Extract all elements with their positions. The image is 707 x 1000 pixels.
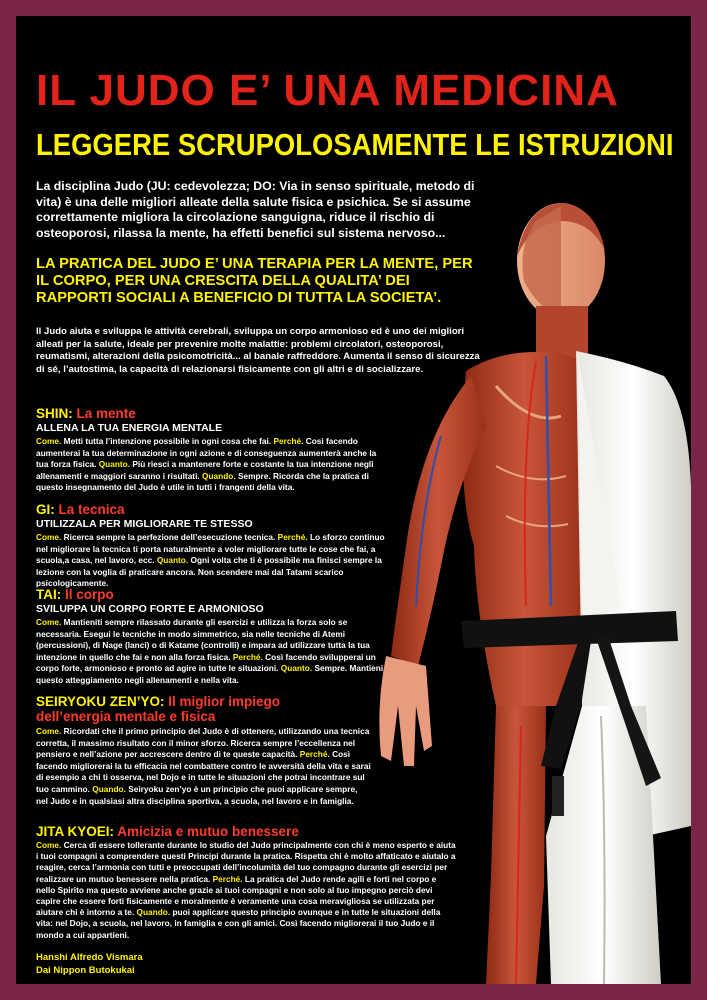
section-name: Il miglior impiego dell’energia mentale e fisica xyxy=(36,694,281,724)
section-subtitle-tai: SVILUPPA UN CORPO FORTE E ARMONIOSO xyxy=(36,603,264,615)
text-perche: Così facendo migliorerai la tu efficacia nel combattere contro le avversità della vita e sarai di esempio a chi ti osserva, nel Dojo e in tutte le situazioni che potrai incontrare sul tuo cammino. xyxy=(36,749,371,794)
section-key: JITA KYOEI: xyxy=(36,824,115,839)
text-quando: puoi applicare questo principio ovunque e in tutte le situazioni della vita: nel Dojo, a scuola, nel lavoro, in famiglia e con gli amici. Così facendo migliorerai il tuo Judo e il mondo a cui appartieni. xyxy=(36,907,441,940)
label-quando: Quando. xyxy=(136,907,171,918)
label-quando: Quando. xyxy=(202,470,236,481)
label-perche: Perché. xyxy=(273,436,304,446)
section-key: TAI: xyxy=(36,587,62,602)
section-name: Il corpo xyxy=(65,587,114,602)
benefits-paragraph: Il Judo aiuta e sviluppa le attività cerebrali, sviluppa un corpo armonioso ed è uno dei migliori alleati per la salute, ideale per prevenire molte malattie: problemi circolatori, osteoporosi, reumatismi, alterazioni della psicomotricità... al banale raffreddore. Aumenta il senso di sicurezza di sé, l’autostima, la capacità di relazionarsi fisicamente con gli altri e di socializzare. xyxy=(36,326,480,375)
text-quanto: Ogni volta che ti è possibile ma finisci sempre la lezione con la voglia di praticare ancora. Non scendere mai dal Tatami scarico psicologicamente. xyxy=(36,555,382,589)
section-body-shin xyxy=(36,436,386,494)
text-perche: Lo sforzo continuo nel migliorare la tecnica ti porta naturalmente a voler migliorare tutte le cose che fai, a scuola,a casa, nel lavoro, ecc. xyxy=(36,532,385,566)
label-come: Come. xyxy=(36,532,62,542)
section-title-jita xyxy=(36,824,299,839)
label-quando: Quando. xyxy=(92,783,126,794)
text-come: Ricordati che il primo principio del Judo è di ottenere, utilizzando una tecnica corretta, il massimo risultato con il minor sforzo. Ricerca sempre l’eccellenza nel pensiero e nell’azione per accrescere dentro di te queste capacità. xyxy=(36,726,370,760)
section-name: La tecnica xyxy=(58,502,125,517)
signature-name: Hanshi Alfredo Vismara xyxy=(36,952,143,963)
label-perche: Perché. xyxy=(232,651,263,662)
section-title-seiryoku xyxy=(36,694,296,724)
text-perche: Così facendo svilupperai un corpo forte, armonioso e pronto ad agire in tutte le situazioni. xyxy=(36,651,376,674)
label-quanto: Quanto. xyxy=(98,459,131,470)
section-body-jita xyxy=(36,840,456,941)
page-subtitle: LEGGERE SCRUPOLOSAMENTE LE ISTRUZIONI xyxy=(36,128,674,162)
text-perche: Così facendo aumenterai la tua determinazione in ogni azione e di conseguenza aumenterà anche la tua forza fisica. xyxy=(36,436,377,470)
text-come: Cerca di essere tollerante durante lo studio del Judo principalmente con chi è meno esperto e aiuta i tuoi compagni a comprendere questi Principi durante la pratica. Rispetta chi è molto affaticato e aiutalo a reagire, cerca l’armonia con tutti e preoccupati dell’incolumità del tuo compagno durante gli esercizi per realizzare un mutuo benessere nella pratica. xyxy=(36,840,456,884)
section-body-seiryoku xyxy=(36,726,371,807)
signature-org: Dai Nippon Butokukai xyxy=(36,965,135,976)
section-title-tai xyxy=(36,587,114,602)
section-title-shin xyxy=(36,406,136,421)
text-perche: La pratica del Judo rende agili e forti nel corpo e nello Spirito ma questo avviene anche grazie ai tuoi compagni e non solo al tuo impegno perciò devi capire che essere forti fisicamente e moralmente è veramente una cosa meravigliosa se utilizzata per aiutare chi è intorno a te. xyxy=(36,873,437,918)
section-title-gi xyxy=(36,502,125,517)
text-quando: Sempre. Ricorda che la pratica di questo insegnamento del Judo è utile in tutti i frangenti della vita. xyxy=(36,470,369,493)
text-quando: Seiryoku zen’yo è un principio che puoi applicare sempre, nel Judo e in qualsiasi altra disciplina sportiva, a scuola, nel lavoro e in famiglia. xyxy=(36,783,358,806)
page-title: IL JUDO E’ UNA MEDICINA xyxy=(36,66,619,115)
label-perche: Perché. xyxy=(299,749,330,760)
text-come: Mantieniti sempre rilassato durante gli esercizi e utilizza la forza solo se necessaria. Esegui le tecniche in modo simmetrico, sia nelle tecniche di Atemi (percussioni), di Nage (lanci) o di Katame (controlli) e impara ad utilizzare tutta la tua intenzione in quello che fai e non alla forza fisica. xyxy=(36,617,370,662)
label-come: Come. xyxy=(36,840,62,850)
section-name: Amicizia e mutuo benessere xyxy=(117,824,299,839)
section-subtitle-gi: UTILIZZALA PER MIGLIORARE TE STESSO xyxy=(36,518,253,530)
section-name: La mente xyxy=(76,406,136,421)
label-come: Come. xyxy=(36,436,62,446)
label-quanto: Quanto. xyxy=(156,555,189,566)
label-perche: Perché. xyxy=(277,532,308,542)
section-key: SEIRYOKU ZEN’YO: xyxy=(36,694,165,709)
signature xyxy=(36,951,143,977)
section-body-tai xyxy=(36,617,386,687)
intro-paragraph: La disciplina Judo (JU: cedevolezza; DO: Via in senso spirituale, metodo di vita) è una delle migliori alleate della salute fisica e psichica. Se si assume correttamente migliora la circolazione sanguigna, riduce il rischio di osteoporosi, rilassa la mente, ha effetti benefici sul sistema nervoso... xyxy=(36,179,475,240)
poster xyxy=(16,16,691,984)
text-quanto: Sempre. Mantieni questo atteggiamento negli allenamenti e nella vita. xyxy=(36,663,384,685)
text-quanto: Più riesci a mantenere forte e costante la tua intenzione negli allenamenti e maggiori saranno i risultati. xyxy=(36,459,374,481)
section-key: SHIN: xyxy=(36,406,73,421)
label-quanto: Quanto. xyxy=(280,663,313,674)
text-come: Ricerca sempre la perfezione dell’esecuzione tecnica. xyxy=(63,532,276,542)
label-come: Come. xyxy=(36,726,62,736)
section-body-gi xyxy=(36,532,386,590)
label-perche: Perché. xyxy=(212,873,243,884)
section-key: GI: xyxy=(36,502,55,517)
section-subtitle-shin: ALLENA LA TUA ENERGIA MENTALE xyxy=(36,422,223,434)
text-come: Metti tutta l’intenzione possibile in ogni cosa che fai. xyxy=(63,436,272,446)
label-come: Come. xyxy=(36,617,62,627)
slogan: LA PRATICA DEL JUDO E’ UNA TERAPIA PER LA MENTE, PER IL CORPO, PER UNA CRESCITA DELLA QUALITA’ DEI RAPPORTI SOCIALI A BENEFICIO DI TUTTA LA SOCIETA’. xyxy=(36,256,473,306)
